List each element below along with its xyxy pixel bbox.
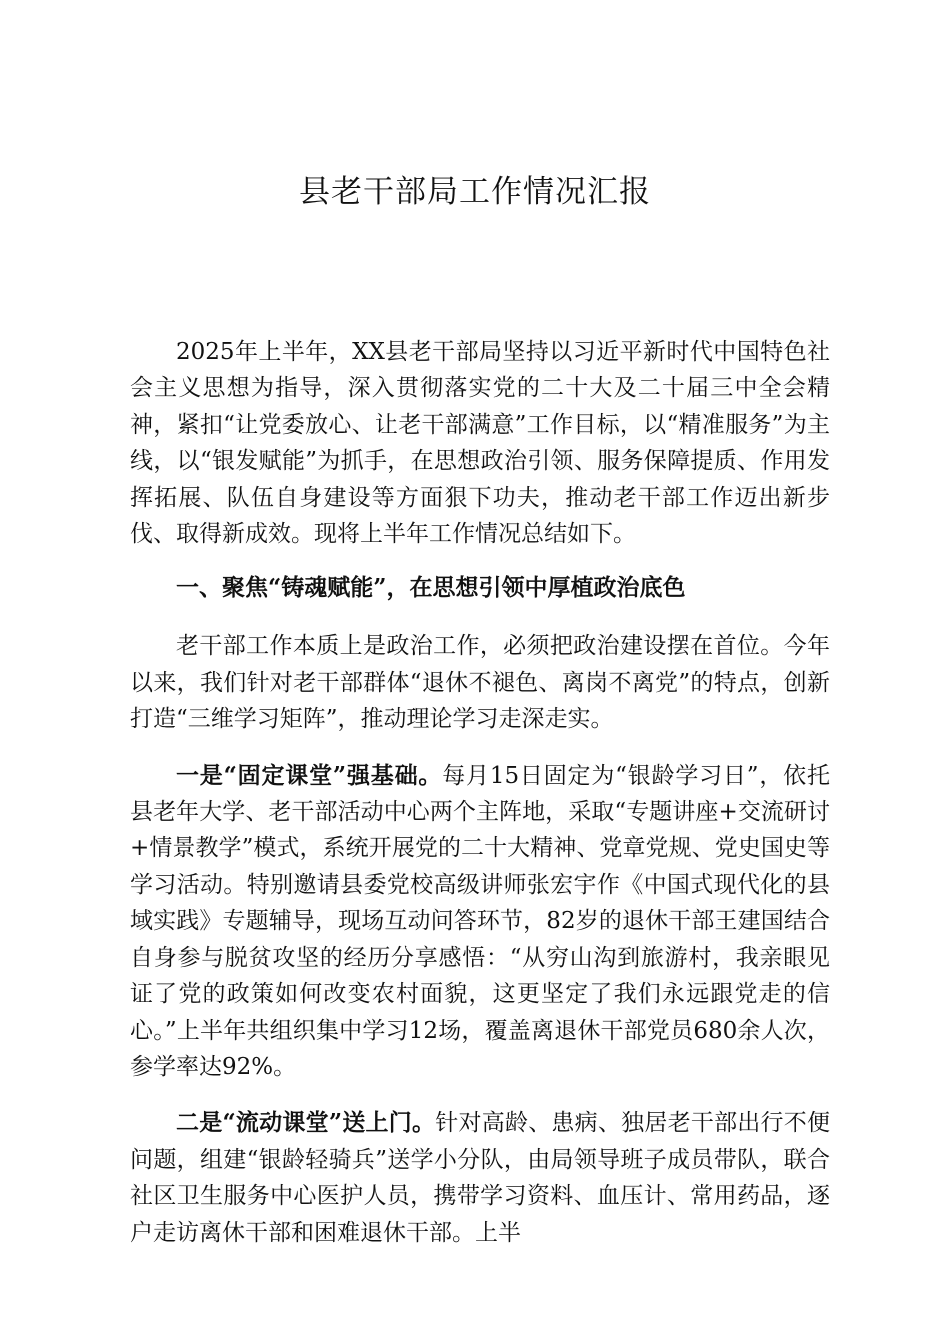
document-body [130,334,830,1251]
item-text-1: 每月15日固定为“银龄学习日”，依托县老年大学、老干部活动中心两个主阵地，采取“专题讲座+交流研讨+情景教学”模式，系统开展党的二十大精神、党章党规、党史国史等学习活动。特别邀请县委党校高级讲师张宏宇作《中国式现代化的县域实践》专题辅导，现场互动问答环节，82岁的退休干部王建国结合自身参与脱贫攻坚的经历分享感悟：“从穷山沟到旅游村，我亲眼见证了党的政策如何改变农村面貌，这更坚定了我们永远跟党走的信心。”上半年共组织集中学习12场，覆盖离退休干部党员680余人次，参学率达92%。 [130,762,830,1080]
item-lead-2: 二是“流动课堂”送上门。 [176,1109,436,1137]
section-heading: 一、聚焦“铸魂赋能”，在思想引领中厚植政治底色 [176,574,686,602]
section-intro-paragraph: 老干部工作本质上是政治工作，必须把政治建设摆在首位。今年以来，我们针对老干部群体“退休不褪色、离岗不离党”的特点，创新打造“三维学习矩阵”，推动理论学习走深走实。 [130,633,830,733]
item-paragraph-1 [130,758,830,1086]
item-lead-1: 一是“固定课堂”强基础。 [176,761,443,789]
item-paragraph-2 [130,1105,830,1251]
document-title: 县老干部局工作情况汇报 [299,174,651,210]
item-text-2: 针对高龄、患病、独居老干部出行不便问题，组建“银龄轻骑兵”送学小分队，由局领导班子成员带队，联合社区卫生服务中心医护人员，携带学习资料、血压计、常用药品，逐户走访离休干部和困难退休干部。上半 [130,1110,830,1246]
intro-paragraph: 2025年上半年，XX县老干部局坚持以习近平新时代中国特色社会主义思想为指导，深入贯彻落实党的二十大及二十届三中全会精神，紧扣“让党委放心、让老干部满意”工作目标，以“精准服务”为主线，以“银发赋能”为抓手，在思想政治引领、服务保障提质、作用发挥拓展、队伍自身建设等方面狠下功夫，推动老干部工作迈出新步伐、取得新成效。现将上半年工作情况总结如下。 [130,339,830,548]
